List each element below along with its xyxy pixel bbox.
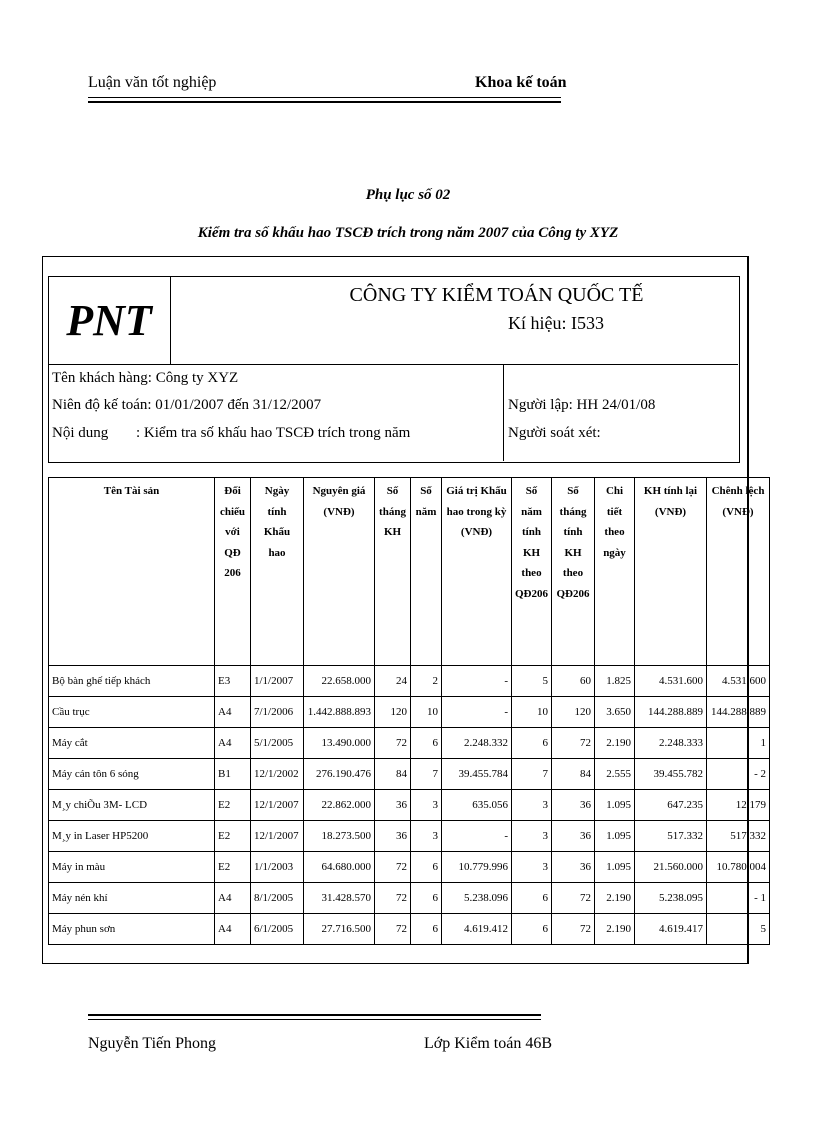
cell-period-depreciation: - [442,666,512,697]
company-logo: PNT [48,276,171,364]
cell-asset-name: M¸y in Laser HP5200 [49,821,215,852]
cell-period-depreciation: 5.238.096 [442,883,512,914]
table-row [49,914,770,945]
author-name: Nguyễn Tiến Phong [88,1035,217,1052]
cell-recalculated: 21.560.000 [635,852,707,883]
cell-recalculated: 647.235 [635,790,707,821]
table-row [49,728,770,759]
cell-period-depreciation: 635.056 [442,790,512,821]
cell-daily-detail: 2.190 [595,883,635,914]
cell-start-date: 1/1/2003 [251,852,304,883]
table-row [49,883,770,914]
cell-start-date: 12/1/2007 [251,821,304,852]
footer-divider-thick [88,1014,541,1016]
cell-daily-detail: 1.825 [595,666,635,697]
col-header-years-qd206: Số năm tính KH theo QĐ206 [512,478,552,666]
header-box-divider [48,364,738,365]
cell-asset-name: Máy nén khí [49,883,215,914]
cell-years-qd206: 7 [512,759,552,790]
class-name: Lớp Kiểm toán 46B [424,1035,552,1052]
cell-reference: B1 [215,759,251,790]
cell-difference: 1 [707,728,770,759]
cell-months: 36 [375,790,411,821]
col-header-months: Số tháng KH [375,478,411,666]
cell-recalculated: 2.248.333 [635,728,707,759]
fiscal-period: Niên độ kế toán: 01/01/2007 đến 31/12/2007 [52,397,322,413]
cell-cost: 1.442.888.893 [304,697,375,728]
client-name: Tên khách hàng: Công ty XYZ [52,370,239,386]
depreciation-table [48,477,770,945]
col-header-period-depreciation: Giá trị Khấu hao trong kỳ (VNĐ) [442,478,512,666]
cell-reference: A4 [215,728,251,759]
cell-months: 36 [375,821,411,852]
cell-reference: E2 [215,790,251,821]
cell-recalculated: 517.332 [635,821,707,852]
col-header-reference: Đối chiếu với QĐ 206 [215,478,251,666]
cell-reference: E2 [215,821,251,852]
cell-years: 3 [411,790,442,821]
cell-asset-name: Máy cán tôn 6 sóng [49,759,215,790]
cell-months: 72 [375,914,411,945]
cell-months: 72 [375,728,411,759]
cell-asset-name: Máy cắt [49,728,215,759]
cell-difference: 5 [707,914,770,945]
cell-months: 24 [375,666,411,697]
cell-start-date: 7/1/2006 [251,697,304,728]
cell-months-qd206: 36 [552,790,595,821]
table-row [49,790,770,821]
cell-asset-name: Máy in màu [49,852,215,883]
cell-asset-name: Cầu trục [49,697,215,728]
cell-daily-detail: 3.650 [595,697,635,728]
cell-period-depreciation: 2.248.332 [442,728,512,759]
table-row [49,821,770,852]
appendix-subtitle: Kiểm tra số khấu hao TSCĐ trích trong năm 2007 của Công ty XYZ [197,225,619,241]
cell-cost: 18.273.500 [304,821,375,852]
cell-reference: A4 [215,914,251,945]
cell-period-depreciation: 4.619.412 [442,914,512,945]
cell-reference: A4 [215,883,251,914]
col-header-asset-name: Tên Tài sản [49,478,215,666]
cell-years: 6 [411,728,442,759]
cell-cost: 276.190.476 [304,759,375,790]
cell-recalculated: 39.455.782 [635,759,707,790]
table-row [49,697,770,728]
cell-reference: A4 [215,697,251,728]
cell-reference: E2 [215,852,251,883]
cell-start-date: 5/1/2005 [251,728,304,759]
cell-months-qd206: 84 [552,759,595,790]
cell-daily-detail: 1.095 [595,821,635,852]
cell-months-qd206: 120 [552,697,595,728]
cell-years-qd206: 5 [512,666,552,697]
cell-daily-detail: 1.095 [595,790,635,821]
cell-difference: 144.288.889 [707,697,770,728]
cell-period-depreciation: - [442,697,512,728]
cell-years-qd206: 3 [512,821,552,852]
cell-years-qd206: 10 [512,697,552,728]
cell-daily-detail: 2.555 [595,759,635,790]
cell-start-date: 1/1/2007 [251,666,304,697]
cell-period-depreciation: 10.779.996 [442,852,512,883]
col-header-cost: Nguyên giá (VNĐ) [304,478,375,666]
cell-daily-detail: 1.095 [595,852,635,883]
footer-divider [88,1019,541,1020]
cell-daily-detail: 2.190 [595,728,635,759]
cell-years: 3 [411,821,442,852]
cell-start-date: 12/1/2007 [251,790,304,821]
col-header-recalculated: KH tính lại (VNĐ) [635,478,707,666]
header-box-vertical-divider [503,364,504,461]
cell-cost: 13.490.000 [304,728,375,759]
cell-daily-detail: 2.190 [595,914,635,945]
cell-years-qd206: 6 [512,728,552,759]
cell-asset-name: M¸y chiÕu 3M- LCD [49,790,215,821]
header-department-label: Khoa kế toán [475,74,567,91]
reviewed-by: Người soát xét: [508,425,601,441]
cell-years: 6 [411,914,442,945]
cell-months-qd206: 72 [552,914,595,945]
cell-years: 6 [411,852,442,883]
cell-months: 72 [375,852,411,883]
cell-years: 6 [411,883,442,914]
cell-cost: 22.862.000 [304,790,375,821]
company-name: CÔNG TY KIỂM TOÁN QUỐC TẾ [349,284,644,306]
cell-start-date: 6/1/2005 [251,914,304,945]
table-row [49,852,770,883]
content-label: Nội dung [52,425,109,441]
col-header-daily-detail: Chi tiết theo ngày [595,478,635,666]
cell-months-qd206: 60 [552,666,595,697]
cell-years-qd206: 3 [512,790,552,821]
cell-asset-name: Máy phun sơn [49,914,215,945]
cell-months-qd206: 72 [552,883,595,914]
header-thesis-label: Luận văn tốt nghiệp [88,74,217,91]
cell-cost: 64.680.000 [304,852,375,883]
cell-difference: 4.531.600 [707,666,770,697]
cell-months-qd206: 72 [552,728,595,759]
col-header-difference: Chênh lệch (VNĐ) [707,478,770,666]
cell-reference: E3 [215,666,251,697]
cell-years: 7 [411,759,442,790]
col-header-years: Số năm [411,478,442,666]
cell-years-qd206: 3 [512,852,552,883]
cell-start-date: 8/1/2005 [251,883,304,914]
header-divider [88,97,561,98]
content-value: : Kiểm tra số khấu hao TSCĐ trích trong năm [136,425,411,441]
cell-difference: - 2 [707,759,770,790]
appendix-title: Phụ lục số 02 [365,187,451,203]
cell-months: 84 [375,759,411,790]
cell-difference: 10.780.004 [707,852,770,883]
cell-period-depreciation: - [442,821,512,852]
header-divider-thick [88,101,561,103]
cell-years: 2 [411,666,442,697]
table-header-row [49,478,770,666]
cell-recalculated: 4.619.417 [635,914,707,945]
cell-cost: 31.428.570 [304,883,375,914]
prepared-by: Người lập: HH [508,397,599,413]
cell-difference: 517.332 [707,821,770,852]
cell-months: 120 [375,697,411,728]
prepared-date: 24/01/08 [602,397,656,413]
cell-period-depreciation: 39.455.784 [442,759,512,790]
cell-months: 72 [375,883,411,914]
cell-recalculated: 5.238.095 [635,883,707,914]
cell-cost: 22.658.000 [304,666,375,697]
cell-cost: 27.716.500 [304,914,375,945]
col-header-start-date: Ngày tính Khấu hao [251,478,304,666]
cell-asset-name: Bộ bàn ghế tiếp khách [49,666,215,697]
table-row [49,759,770,790]
cell-years: 10 [411,697,442,728]
cell-recalculated: 4.531.600 [635,666,707,697]
cell-recalculated: 144.288.889 [635,697,707,728]
document-code: Kí hiệu: I533 [508,313,604,333]
table-row [49,666,770,697]
cell-years-qd206: 6 [512,914,552,945]
col-header-months-qd206: Số tháng tính KH theo QĐ206 [552,478,595,666]
cell-difference: - 1 [707,883,770,914]
cell-months-qd206: 36 [552,852,595,883]
cell-months-qd206: 36 [552,821,595,852]
cell-difference: 12.179 [707,790,770,821]
cell-years-qd206: 6 [512,883,552,914]
cell-start-date: 12/1/2002 [251,759,304,790]
